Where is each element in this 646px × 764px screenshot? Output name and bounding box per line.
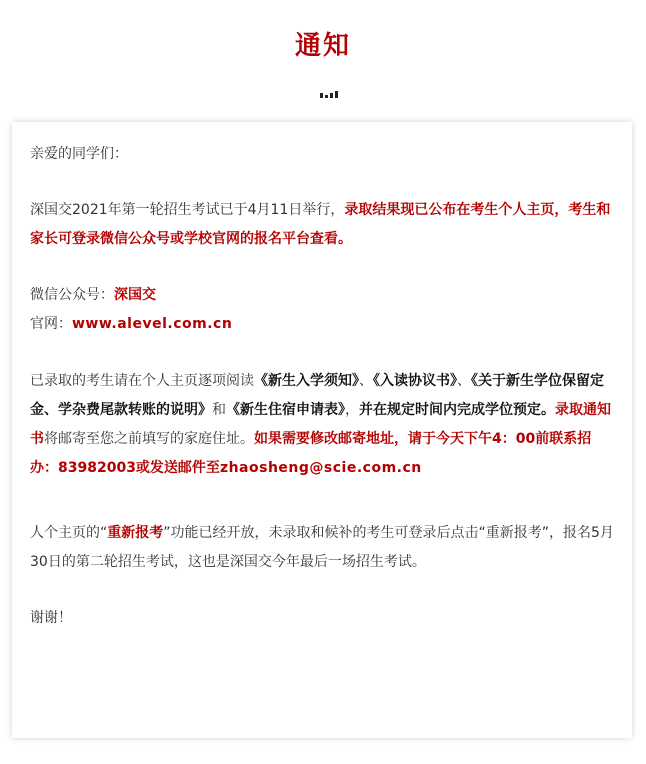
instructions-bold: 并在规定时间内完成学位预定。 <box>359 402 555 418</box>
greeting: 亲爱的同学们： <box>30 146 128 162</box>
reapply-text: 人个主页的“ <box>30 525 108 541</box>
instructions-text: 将邮寄至您之前填写的家庭住址。 <box>44 431 254 447</box>
bar-mark <box>320 93 323 98</box>
doc-enrollment-notice: 《新生入学须知》 <box>254 373 359 389</box>
reapply-highlight: 重新报考 <box>107 525 164 541</box>
instructions-text: 、 <box>359 373 373 389</box>
instructions-text: 已录取的考生请在个人主页逐项阅读 <box>30 373 254 389</box>
instructions-text: ， <box>345 402 359 418</box>
bars-icon <box>320 90 342 98</box>
bar-mark <box>335 91 338 98</box>
doc-enrollment-agreement: 《入读协议书》 <box>373 373 457 389</box>
results-text: 深国交2021年第一轮招生考试已于4月11日举行， <box>30 202 345 218</box>
website-line <box>30 310 614 339</box>
results-highlight: 录取结果现已公布在考生个人主页，考生和家长可登录微信公众号或学校官网的报名平台查看。 <box>30 202 611 247</box>
paragraph-results <box>30 196 614 254</box>
bar-mark <box>330 93 333 98</box>
wechat-account: 深国交 <box>114 287 156 303</box>
website-link[interactable]: www.alevel.com.cn <box>72 316 233 332</box>
doc-accommodation-form: 《新生住宿申请表》 <box>226 402 345 418</box>
doc-deposit-explanation: 《关于新生学位保留定金、学杂费尾款转账的说明》 <box>30 373 604 418</box>
instructions-text: 、 <box>457 373 471 389</box>
instructions-text: 和 <box>212 402 226 418</box>
paragraph-reapply <box>30 519 614 577</box>
notice-card <box>12 122 632 738</box>
paragraph-instructions <box>30 367 614 483</box>
website-label: 官网： <box>30 316 72 332</box>
admission-letter: 录取通知书 <box>30 402 611 447</box>
email-link[interactable]: zhaosheng@scie.com.cn <box>219 460 422 476</box>
wechat-label: 微信公众号： <box>30 287 114 303</box>
page-title: 通知 <box>294 31 351 61</box>
reapply-text: ”功能已经开放，未录取和候补的考生可登录后点击“重新报考”，报名5月30日的第二轮招生考试，这也是深国交今年最后一场招生考试。 <box>30 525 614 570</box>
wechat-line <box>30 281 614 310</box>
bar-mark <box>325 95 328 98</box>
header <box>0 0 646 118</box>
closing: 谢谢！ <box>30 610 72 626</box>
address-change-notice: 如果需要修改邮寄地址，请于今天下午4：00前联系招办：83982003或发送邮件至 <box>30 431 592 476</box>
